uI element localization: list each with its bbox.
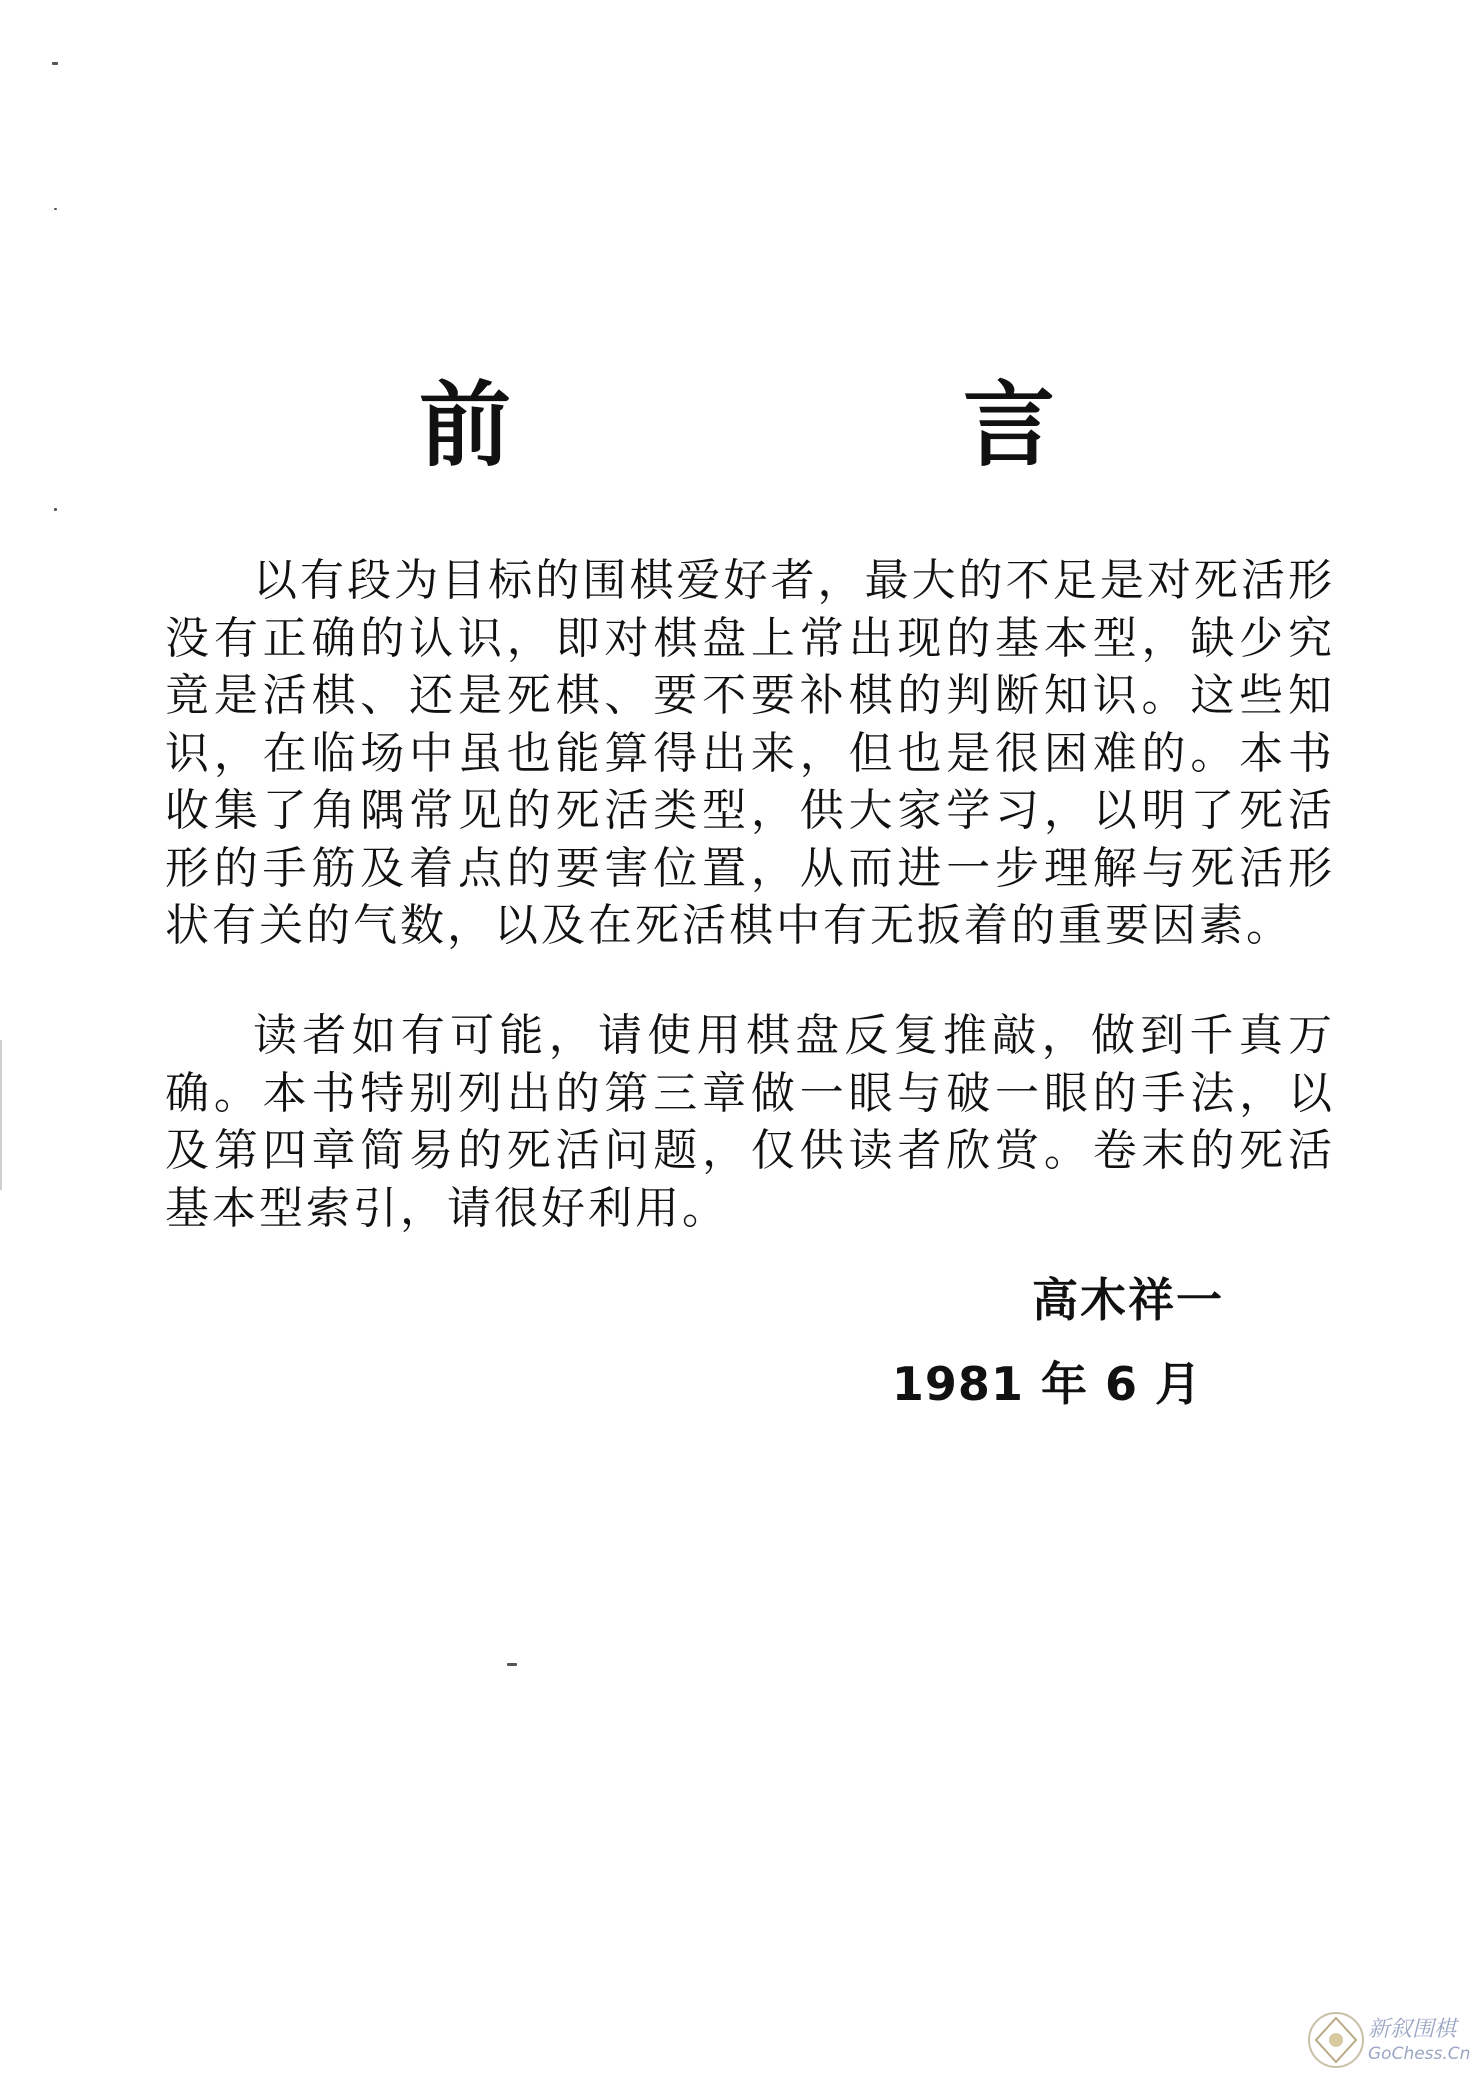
watermark [1306,2004,1471,2074]
page-title: 前 言 [418,371,1235,479]
signature-block [892,1258,1224,1426]
scan-margin-line [0,1040,2,1190]
scan-speck [54,208,57,210]
preface-paragraph-1: 以有段为目标的围棋爱好者，最大的不足是对死活形没有正确的认识，即对棋盘上常出现的基本型，缺少究竟是活棋、还是死棋、要不要补棋的判断知识。这些知识，在临场中虽也能算得出来，但也是很困难的。本书收集了角隅常见的死活类型，供大家学习，以明了死活形的手筋及着点的要害位置，从而进一步理解与死活形状有关的气数，以及在死活棋中有无扳着的重要因素。 [165,555,1335,951]
signature-date: 1981 年 6 月 [891,1357,1202,1411]
scan-speck [54,508,57,511]
scan-speck [52,62,58,65]
preface-body [165,552,1335,955]
watermark-text-en: GoChess.Cn [1368,2044,1471,2064]
gochess-logo-icon [1306,2010,1366,2070]
watermark-text-cn: 新叙围棋 [1368,2017,1457,2042]
preface-body-2 [165,1007,1335,1237]
scan-speck [507,1663,517,1666]
preface-paragraph-2: 读者如有可能，请使用棋盘反复推敲，做到千真万确。本书特别列出的第三章做一眼与破一眼的手法，以及第四章简易的死活问题，仅供读者欣赏。卷末的死活基本型索引，请很好利用。 [165,1010,1335,1234]
author-name: 高木祥一 [1032,1273,1224,1327]
